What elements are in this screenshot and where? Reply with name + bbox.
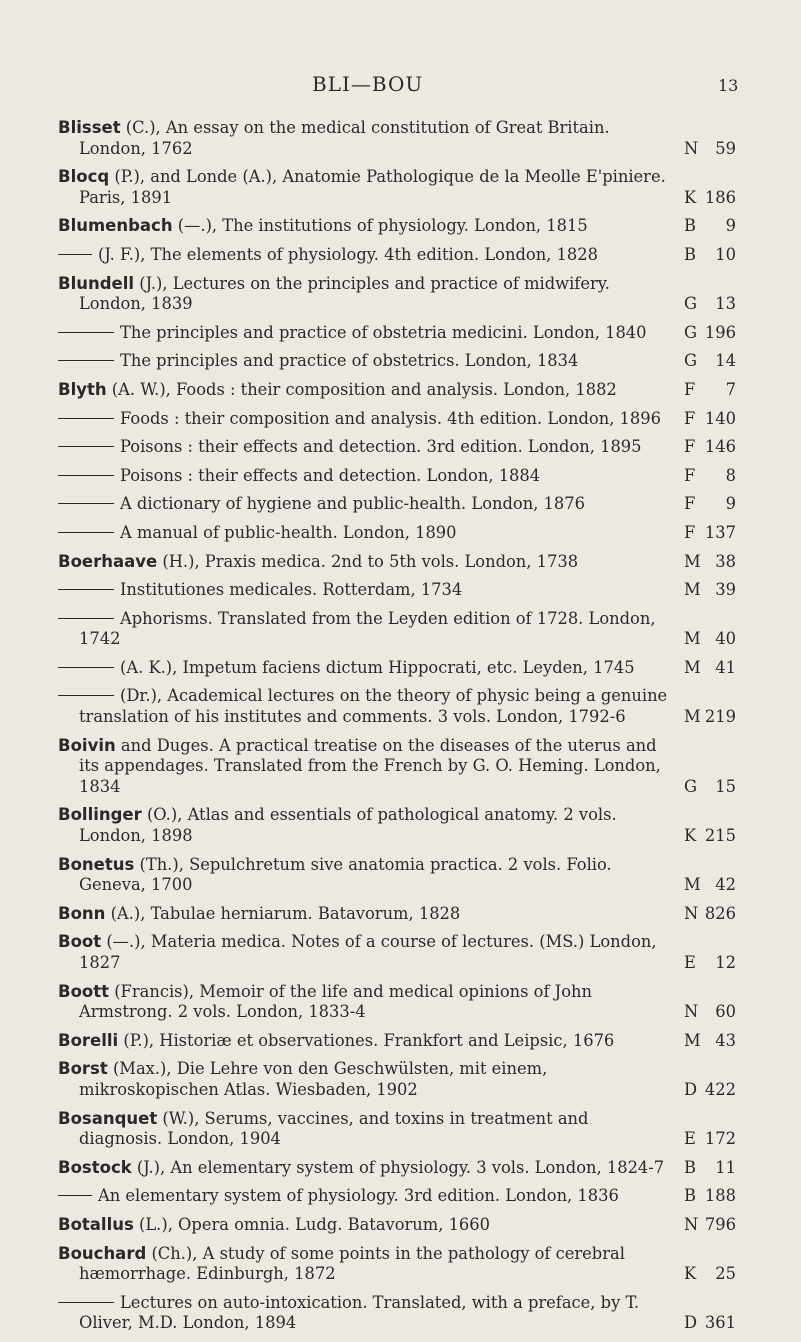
entry-text [58,118,748,159]
class-letter: M [684,580,701,600]
catalogue-entry [58,245,748,266]
catalogue-entry [58,1215,748,1236]
page-header [0,68,801,98]
catalogue-entry [58,323,748,344]
entry-text [58,609,748,650]
catalogue-entry [58,118,748,159]
ditto-dash [58,532,114,533]
entry-title: The principles and practice of obstetrics. London, 1834 [120,351,579,371]
entry-title: (J.), Lectures on the principles and practice of midwifery. London, 1839 [79,273,610,314]
catalogue-entry [58,274,748,315]
shelf-number: 172 [704,1129,736,1149]
entry-text [58,351,748,372]
entry-title: (Ch.), A study of some points in the pathology of cerebral hæmorrhage. Edinburgh, 1872 [79,1243,625,1284]
entry-text [58,494,748,515]
entry-title: (Francis), Memoir of the life and medical opinions of John Armstrong. 2 vols. London, 1833-4 [79,981,592,1022]
catalogue-entry [58,552,748,573]
entry-text [58,686,748,727]
entry-text [58,409,748,430]
entry-text [58,982,748,1023]
entry-text [58,437,748,458]
entry-title: (Th.), Sepulchretum sive anatomia practica. 2 vols. Folio. Geneva, 1700 [79,854,612,895]
catalogue-entry [58,494,748,515]
shelf-number: 146 [704,437,736,457]
entry-title: Foods : their composition and analysis. 4th edition. London, 1896 [120,408,661,428]
entry-author: Botallus [58,1214,134,1234]
entry-title: (J.), An elementary system of physiology. 3 vols. London, 1824-7 [131,1157,665,1177]
shelf-number: 140 [704,408,736,428]
entry-title: (Max.), Die Lehre von den Geschwülsten, mit einem, mikroskopischen Atlas. Wiesbaden, 1902 [79,1059,548,1099]
entry-title: (H.), Praxis medica. 2nd to 5th vols. London, 1738 [157,551,579,571]
entry-text [58,1244,748,1285]
class-letter: N [684,903,699,923]
class-letter: F [684,408,696,428]
class-letter: F [684,437,696,457]
entry-text [58,805,748,846]
class-letter: M [684,875,701,895]
class-letter: G [684,322,698,342]
entry-text [58,216,748,237]
catalogue-entry [58,523,748,544]
entry-title: Poisons : their effects and detection. 3rd edition. London, 1895 [120,437,642,457]
class-letter: K [684,826,697,846]
catalogue-entry [58,409,748,430]
entry-title: (A. W.), Foods : their composition and analysis. London, 1882 [106,379,617,399]
catalogue-entry [58,466,748,487]
entry-title: An elementary system of physiology. 3rd edition. London, 1836 [98,1186,619,1206]
ditto-dash [58,360,114,361]
catalogue-entry [58,1109,748,1150]
shelf-number: 188 [704,1186,736,1206]
ditto-dash [58,418,114,419]
entry-author: Boott [58,981,110,1001]
class-letter: D [684,1079,698,1099]
catalogue-entry [58,216,748,237]
class-letter: F [684,494,696,514]
catalogue-entry [58,658,748,679]
catalogue-entry [58,686,748,727]
entry-title: (P.), Historiæ et observationes. Frankfort and Leipsic, 1676 [118,1030,615,1050]
catalogue-entry [58,1244,748,1285]
entry-author: Bonetus [58,854,135,874]
entry-title: The principles and practice of obstetria medicini. London, 1840 [120,322,647,342]
entry-author: Bosanquet [58,1108,158,1128]
class-letter: E [684,1129,696,1149]
class-letter: B [684,1186,696,1206]
entry-title: (A.), Tabulae herniarum. Batavorum, 1828 [105,903,461,923]
entry-text [58,523,748,544]
shelf-number: 13 [715,294,736,314]
entry-text [58,580,748,601]
catalogue-entry [58,982,748,1023]
class-letter: M [684,551,701,571]
class-letter: F [684,522,696,542]
entry-author: Boot [58,932,102,952]
entry-title: (—.), Materia medica. Notes of a course of lectures. (MS.) London, 1827 [79,932,657,972]
ditto-dash [58,332,114,333]
entry-text [58,1109,748,1150]
entry-author: Boivin [58,735,116,755]
ditto-dash [58,1195,92,1196]
shelf-number: 196 [704,322,736,342]
entry-text [58,904,748,925]
entry-title: (O.), Atlas and essentials of pathological anatomy. 2 vols. London, 1898 [79,805,617,846]
entry-text [58,274,748,315]
entry-text [58,1186,748,1207]
shelf-number: 14 [715,351,736,371]
entry-text [58,658,748,679]
entry-text [58,1158,748,1179]
entry-text [58,466,748,487]
catalogue-entries [58,118,748,1342]
catalogue-entry [58,1158,748,1179]
shelf-number: 15 [715,776,736,796]
shelf-number: 215 [704,826,736,846]
entry-text [58,736,748,798]
class-letter: F [684,465,696,485]
running-head: BLI—BOU [312,72,424,96]
catalogue-entry [58,904,748,925]
shelf-number: 25 [715,1264,736,1284]
entry-author: Borst [58,1059,108,1079]
ditto-dash [58,667,114,668]
class-letter: N [684,1214,699,1234]
entry-text [58,1031,748,1052]
ditto-dash [58,503,114,504]
entry-text [58,323,748,344]
catalogue-entry [58,1059,748,1100]
class-letter: B [684,244,696,264]
shelf-number: 38 [715,551,736,571]
class-letter: K [684,1264,697,1284]
entry-title: Aphorisms. Translated from the Leyden edition of 1728. London, 1742 [79,608,656,649]
entry-text [58,245,748,266]
class-letter: M [684,657,701,677]
shelf-number: 422 [704,1079,736,1099]
ditto-dash [58,446,114,447]
class-letter: M [684,707,701,727]
entry-author: Blyth [58,379,107,399]
ditto-dash [58,1302,114,1303]
shelf-number: 42 [715,875,736,895]
class-letter: M [684,629,701,649]
entry-title: (C.), An essay on the medical constitution of Great Britain. London, 1762 [79,118,610,158]
shelf-number: 43 [715,1030,736,1050]
ditto-dash [58,254,92,255]
entry-author: Bollinger [58,805,142,825]
entry-title: A manual of public-health. London, 1890 [120,522,457,542]
class-letter: E [684,953,696,972]
class-letter: F [684,379,696,399]
entry-title: Institutiones medicales. Rotterdam, 1734 [120,580,463,600]
class-letter: G [684,776,698,796]
entry-title: (Dr.), Academical lectures on the theory of physic being a genuine translation of his institutes and comments. 3 vols. London, 1792-6 [79,686,668,727]
entry-author: Bonn [58,903,106,923]
entry-title: A dictionary of hygiene and public-health. London, 1876 [120,494,585,514]
catalogue-entry [58,1293,748,1334]
shelf-number: 59 [715,138,736,158]
shelf-number: 9 [725,494,736,514]
shelf-number: 219 [704,707,736,727]
ditto-dash [58,589,114,590]
shelf-number: 796 [704,1214,736,1234]
page-number: 13 [718,76,739,95]
shelf-number: 60 [715,1002,736,1022]
catalogue-entry [58,1186,748,1207]
shelf-number: 40 [715,629,736,649]
entry-text [58,932,748,973]
entry-title: Poisons : their effects and detection. London, 1884 [120,465,541,485]
catalogue-entry [58,1031,748,1052]
entry-title: and Duges. A practical treatise on the diseases of the uterus and its appendages. Translated from the French by G. O. Heming. London, 1834 [79,735,661,796]
entry-author: Bostock [58,1157,132,1177]
shelf-number: 8 [725,465,736,485]
shelf-number: 7 [725,379,736,399]
class-letter: G [684,351,698,371]
shelf-number: 12 [715,953,736,972]
shelf-number: 10 [715,244,736,264]
shelf-number: 9 [725,216,736,236]
shelf-number: 39 [715,580,736,600]
entry-title: (J. F.), The elements of physiology. 4th edition. London, 1828 [98,244,598,264]
entry-title: (L.), Opera omnia. Ludg. Batavorum, 1660 [133,1214,491,1234]
entry-author: Bouchard [58,1243,147,1263]
entry-author: Blumenbach [58,216,173,236]
entry-text [58,855,748,896]
shelf-number: 137 [704,522,736,542]
entry-title: (P.), and Londe (A.), Anatomie Pathologique de la Meolle E'piniere. Paris, 1891 [79,167,666,207]
entry-text [58,552,748,573]
entry-text [58,380,748,401]
class-letter: B [684,1157,696,1177]
entry-title: (—.), The institutions of physiology. London, 1815 [172,216,588,236]
shelf-number: 361 [704,1313,736,1333]
catalogue-entry [58,437,748,458]
entry-text [58,167,748,208]
catalogue-entry [58,351,748,372]
shelf-number: 11 [715,1157,736,1177]
shelf-number: 826 [704,903,736,923]
ditto-dash [58,618,114,619]
class-letter: K [684,187,697,207]
class-letter: M [684,1030,701,1050]
catalogue-entry [58,609,748,650]
shelf-number: 186 [704,187,736,207]
entry-author: Blundell [58,273,135,293]
ditto-dash [58,475,114,476]
class-letter: N [684,138,699,158]
ditto-dash [58,695,114,696]
shelf-number: 41 [715,657,736,677]
entry-text [58,1215,748,1236]
class-letter: B [684,216,696,236]
class-letter: N [684,1002,699,1022]
entry-author: Borelli [58,1030,119,1050]
entry-title: (A. K.), Impetum faciens dictum Hippocrati, etc. Leyden, 1745 [120,657,635,677]
entry-author: Blocq [58,167,110,187]
entry-text [58,1059,748,1100]
catalogue-entry [58,167,748,208]
entry-title: Lectures on auto-intoxication. Translated, with a preface, by T. Oliver, M.D. London, 1894 [79,1292,640,1333]
entry-text [58,1293,748,1334]
class-letter: G [684,294,698,314]
catalogue-entry [58,932,748,973]
catalogue-entry [58,805,748,846]
class-letter: D [684,1313,698,1333]
catalogue-entry [58,855,748,896]
entry-title: (W.), Serums, vaccines, and toxins in treatment and diagnosis. London, 1904 [79,1108,589,1149]
entry-author: Blisset [58,118,121,137]
entry-author: Boerhaave [58,551,158,571]
catalogue-entry [58,580,748,601]
catalogue-entry [58,736,748,798]
catalogue-entry [58,380,748,401]
